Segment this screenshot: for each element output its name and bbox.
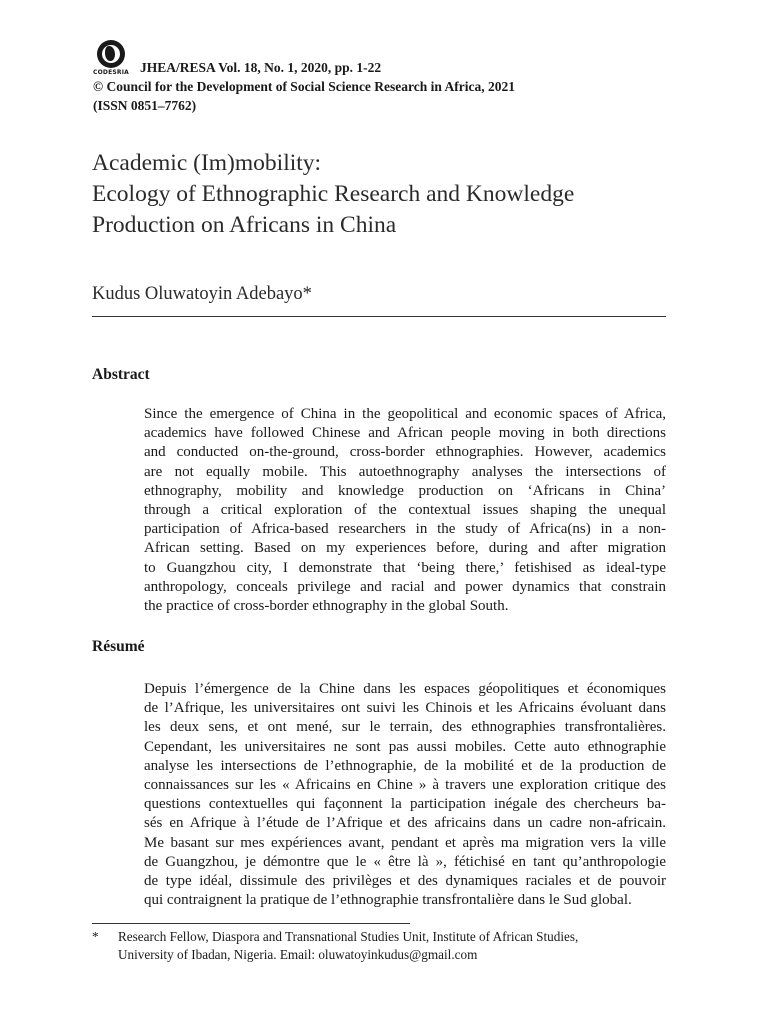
abstract-heading: Abstract	[92, 366, 150, 383]
footnote-marker: *	[92, 929, 99, 944]
title-line: Production on Africans in China	[92, 212, 397, 238]
footnote-line: Research Fellow, Diaspora and Transnational Studies Unit, Institute of African Studies,	[118, 929, 579, 944]
copyright-line: © Council for the Development of Social Science Research in Africa, 2021	[93, 79, 516, 94]
title-line: Academic (Im)mobility:	[92, 150, 322, 176]
footnote-divider	[92, 923, 410, 924]
abstract-line: anthropology, conceals privilege and racial and power dynamics that constrain	[144, 578, 666, 595]
resume-heading: Résumé	[92, 638, 145, 655]
resume-line: questions contextuelles qui façonnent la participation inégale des chercheurs ba-	[144, 796, 666, 813]
abstract-line: to Guangzhou city, I demonstrate that ‘being there,’ fetishised as ideal-type	[144, 559, 666, 576]
resume-line: Me basant sur mes expériences avant, pendant et après ma migration vers la ville	[144, 834, 666, 851]
abstract-body	[144, 405, 666, 616]
resume-line: analyse les intersections de l’ethnographie, de la mobilité et de la production de	[144, 757, 666, 774]
abstract-line: academics have followed Chinese and African people moving in both directions	[144, 425, 666, 442]
footnote-text	[118, 928, 666, 964]
abstract-line: are not equally mobile. This autoethnography analyses the intersections of	[144, 463, 666, 480]
issn-line: (ISSN 0851–7762)	[93, 98, 197, 113]
title-line: Ecology of Ethnographic Research and Knowledge	[92, 181, 575, 207]
resume-line: Depuis l’émergence de la Chine dans les espaces géopolitiques et économiques	[144, 681, 666, 697]
resume-body	[144, 680, 666, 910]
abstract-line: through a critical exploration of the contextual issues shaping the unequal	[144, 502, 666, 519]
abstract-line: ethnography, mobility and knowledge production on ‘Africans in China’	[144, 482, 666, 499]
abstract-line: African setting. Based on my experiences before, during and after migration	[144, 540, 666, 557]
resume-line: de l’Afrique, les universitaires ont suivi les Chinois et les Africains évoluant dans	[144, 700, 666, 717]
resume-line: de type idéal, dissimule des privilèges et des dynamiques raciales et de pouvoir	[144, 873, 666, 890]
article-title	[92, 148, 692, 241]
journal-citation: JHEA/RESA Vol. 18, No. 1, 2020, pp. 1-22	[140, 60, 382, 75]
resume-line: Cependant, les universitaires ne sont pas aussi mobiles. Cette auto ethnographie	[144, 738, 666, 755]
resume-line: sés en Afrique à l’étude de l’Afrique et des africains dans un cadre non-africain.	[144, 815, 666, 832]
abstract-line: the practice of cross-border ethnography in the global South.	[144, 598, 509, 615]
abstract-line: and conducted on-the-ground, cross-border ethnographies. However, academics	[144, 444, 666, 461]
resume-line: les deux sens, et ont mené, sur le terrain, des ethnographies transfrontalières.	[144, 719, 666, 736]
logo-text: CODESRIA	[93, 69, 130, 76]
abstract-line: participation of Africa-based researchers in the study of Africa(ns) in a non-	[144, 521, 666, 538]
abstract-line: Since the emergence of China in the geopolitical and economic spaces of Africa,	[144, 406, 666, 422]
resume-line: de Guangzhou, je démontre que le « être là », fétichisé en tant qu’anthropologie	[144, 853, 666, 870]
resume-line: qui contraignent la pratique de l’ethnographie transfrontalière dans le Sud global.	[144, 892, 632, 909]
codesria-logo	[93, 40, 137, 78]
africa-map-icon	[105, 46, 115, 61]
footnote-line: University of Ibadan, Nigeria. Email: oluwatoyinkudus@gmail.com	[118, 947, 478, 962]
author-name: Kudus Oluwatoyin Adebayo*	[92, 284, 666, 317]
resume-line: connaissances sur les « Africains en Chine » à travers une exploration critique des	[144, 777, 666, 794]
